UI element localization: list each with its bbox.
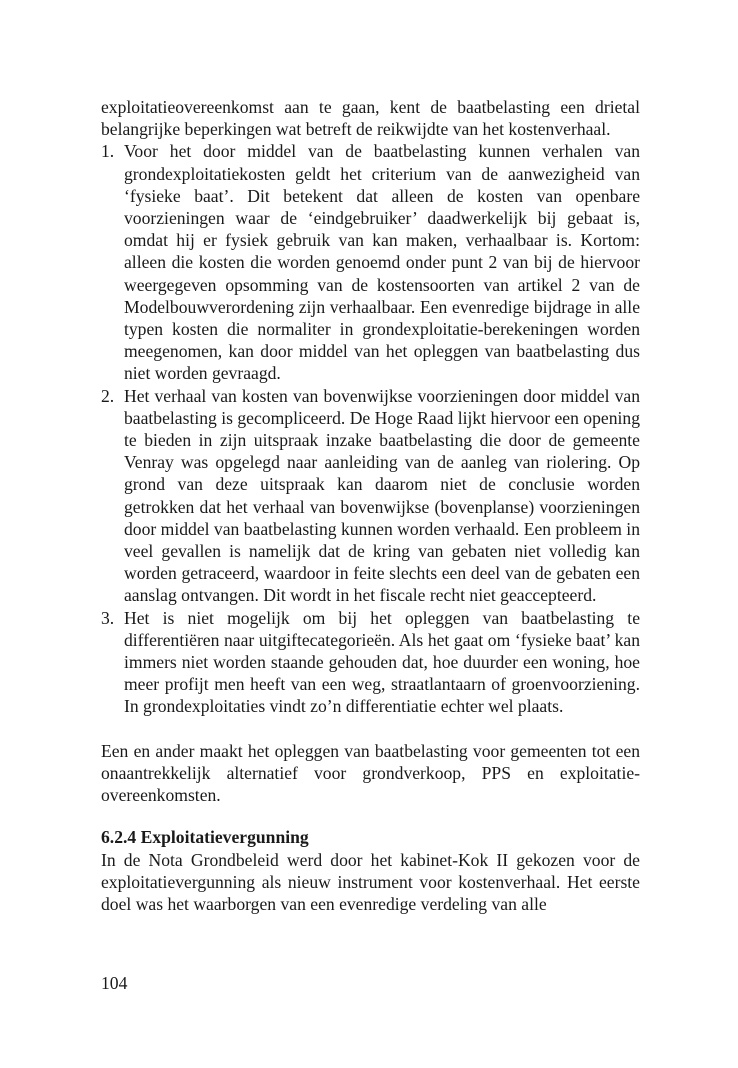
- section-heading: 6.2.4 Exploitatievergunning: [101, 827, 309, 848]
- page-body: [101, 96, 640, 915]
- conclusion-paragraph: Een en ander maakt het opleggen van baatbelasting voor gemeenten tot een onaantrekkelijk alternatief voor grondverkoop, PPS en exploitatie-overeenkomsten.: [101, 740, 640, 806]
- limitations-list: [101, 140, 640, 717]
- list-item-number: 1.: [101, 141, 115, 162]
- list-item-text: Het is niet mogelijk om bij het opleggen van baatbelasting te differentiëren naar uitgiftecategorieën. Als het gaat om ‘fysieke baat’ kan immers niet worden staande gehouden dat, hoe duurder een woning, hoe meer profijt men heeft van een weg, straatlantaarn of groenvoorziening. In grondexploitaties vindt zo’n differentiatie echter wel plaats.: [124, 607, 640, 717]
- list-item-text: Voor het door middel van de baatbelasting kunnen verhalen van grondexploitatiekosten geldt het criterium van de aanwezigheid van ‘fysieke baat’. Dit betekent dat alleen de kosten van openbare voorzieningen waar de ‘eindgebruiker’ daadwerkelijk bij gebaat is, omdat hij er fysiek gebruik van kan maken, verhaalbaar is. Kortom: alleen die kosten die worden genoemd onder punt 2 van bij de hiervoor weergegeven opsomming van de kostensoorten van artikel 2 van de Modelbouwverordening zijn verhaalbaar. Een evenredige bijdrage in alle typen kosten die normaliter in grondexploitatie-berekeningen worden meegenomen, kan door middel van het opleggen van baatbelasting dus niet worden gevraagd.: [124, 141, 640, 384]
- list-item-number: 3.: [101, 607, 115, 628]
- list-item-text: Het verhaal van kosten van bovenwijkse voorzieningen door middel van baatbelasting is gecompliceerd. De Hoge Raad lijkt hiervoor een opening te bieden in zijn uitspraak inzake baatbelasting die door de gemeente Venray was opgelegd naar aanleiding van de aanleg van riolering. Op grond van deze uitspraak kan daarom niet de conclusie worden getrokken dat het verhaal van bovenwijkse (bovenplanse) voorzieningen door middel van baatbelasting kunnen worden verhaald. Een probleem in veel gevallen is namelijk dat de kring van gebaten niet volledig kan worden getraceerd, waardoor in feite slechts een deel van de gebaten een aanslag ontvangen. Dit wordt in het fiscale recht niet geaccepteerd.: [124, 385, 640, 606]
- list-item-number: 2.: [101, 385, 115, 406]
- list-item: [101, 140, 640, 384]
- list-item: [101, 607, 640, 718]
- spacer: [101, 806, 640, 826]
- spacer: [101, 718, 640, 740]
- list-item: [101, 385, 640, 607]
- section-paragraph: In de Nota Grondbeleid werd door het kabinet-Kok II gekozen voor de exploitatievergunning als nieuw instrument voor kostenverhaal. Het eerste doel was het waarborgen van een evenredige verdeling van alle: [101, 849, 640, 914]
- intro-paragraph: exploitatieovereenkomst aan te gaan, kent de baatbelasting een drietal belangrijke beperkingen wat betreft de reikwijdte van het kostenverhaal.: [101, 97, 640, 140]
- page-number: 104: [101, 973, 128, 993]
